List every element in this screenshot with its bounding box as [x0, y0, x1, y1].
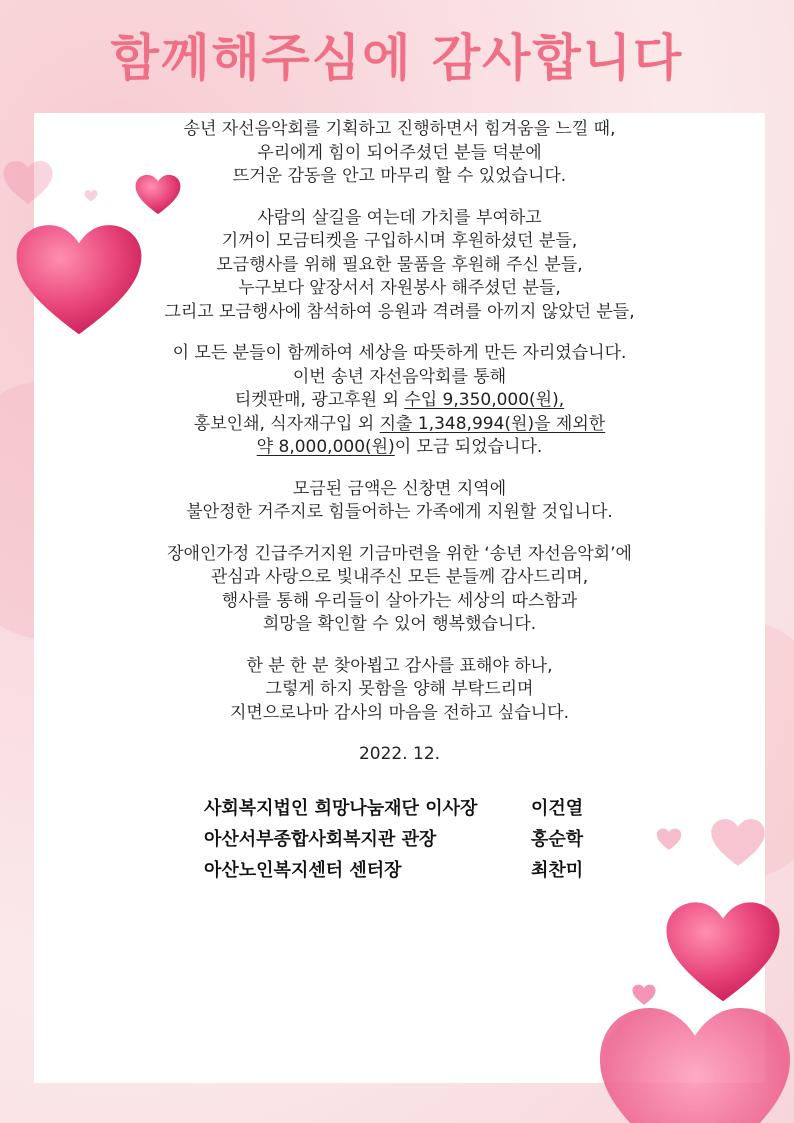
text-line: 우리에게 힘이 되어주셨던 분들 덕분에 — [257, 142, 542, 163]
text-line: 불안정한 거주지로 힘들어하는 가족에게 지원할 것입니다. — [186, 502, 613, 522]
paragraph — [34, 118, 765, 189]
signature-row — [34, 797, 765, 828]
text-line: 누구보다 앞장서서 자원봉사 해주셨던 분들, — [238, 278, 561, 298]
text-line: 관심과 사랑으로 빛내주신 모든 분들께 감사드리며, — [210, 567, 589, 587]
signature-org: 아산노인복지센터 센터장 — [204, 859, 402, 881]
text-line: 행사를 통해 우리들이 살아가는 세상의 따스함과 — [221, 590, 578, 611]
text-line: 뜨거운 감동을 안고 마무리 할 수 있었습니다. — [232, 166, 567, 186]
funds-paragraph — [34, 342, 765, 460]
text-line: 지면으로나마 감사의 마음을 전하고 싶습니다. — [229, 702, 570, 723]
page-title: 함께해주심에 감사합니다 — [110, 29, 684, 87]
paragraph — [34, 655, 765, 726]
text-fragment: 홍보인쇄, 식자재구입 외 — [193, 413, 380, 434]
text-line: 희망을 확인할 수 있어 행복했습니다. — [262, 614, 537, 634]
text-line: 이 모든 분들이 함께하여 세상을 따뜻하게 만든 자리였습니다. — [172, 343, 627, 363]
text-line: 장애인가정 긴급주거지원 기금마련을 위한 ‘송년 자선음악회’에 — [167, 543, 632, 564]
text-line: 그리고 모금행사에 참석하여 응원과 격려를 아끼지 않았던 분들, — [164, 301, 635, 322]
text-fragment: 티켓판매, 광고후원 외 — [234, 390, 405, 410]
signature-org: 사회복지법인 희망나눔재단 이사장 — [204, 797, 478, 819]
signature-name: 홍순학 — [531, 828, 584, 850]
signature-row — [34, 828, 765, 859]
letter-date: 2022. 12. — [358, 744, 441, 764]
signature-name: 최찬미 — [531, 859, 584, 881]
heart-icon — [664, 900, 782, 1006]
text-line: 기꺼이 모금티켓을 구입하시며 후원하셨던 분들, — [221, 231, 578, 251]
signature-block — [34, 797, 765, 890]
income-amount: 수입 9,350,000(원), — [404, 390, 565, 410]
letter-body — [34, 118, 765, 890]
text-line: 그렇게 하지 못함을 양해 부탁드리며 — [265, 679, 534, 699]
expense-amount: 지출 1,348,994(원)을 제외한 — [379, 413, 606, 434]
paragraph — [34, 543, 765, 637]
text-line: 한 분 한 분 찾아뵙고 감사를 표해야 하나, — [246, 655, 553, 676]
text-line: 송년 자선음악회를 기획하고 진행하면서 힘겨움을 느낄 때, — [183, 119, 616, 139]
text-line: 이번 송년 자선음악회를 통해 — [292, 366, 507, 387]
text-line: 사람의 살길을 여는데 가치를 부여하고 — [257, 207, 542, 228]
text-line: 모금된 금액은 신창면 지역에 — [292, 478, 507, 499]
signature-row — [34, 859, 765, 890]
text-fragment: 이 모금 되었습니다. — [394, 437, 543, 457]
text-line — [34, 436, 765, 460]
text-line — [34, 413, 765, 437]
total-amount: 약 8,000,000(원) — [256, 437, 395, 457]
signature-org: 아산서부종합사회복지관 관장 — [204, 828, 437, 850]
heart-icon — [596, 1000, 794, 1123]
paragraph — [34, 478, 765, 525]
text-line — [34, 389, 765, 413]
paragraph — [34, 207, 765, 325]
signature-name: 이건열 — [531, 797, 584, 819]
text-line: 모금행사를 위해 필요한 물품을 후원해 주신 분들, — [216, 254, 583, 275]
